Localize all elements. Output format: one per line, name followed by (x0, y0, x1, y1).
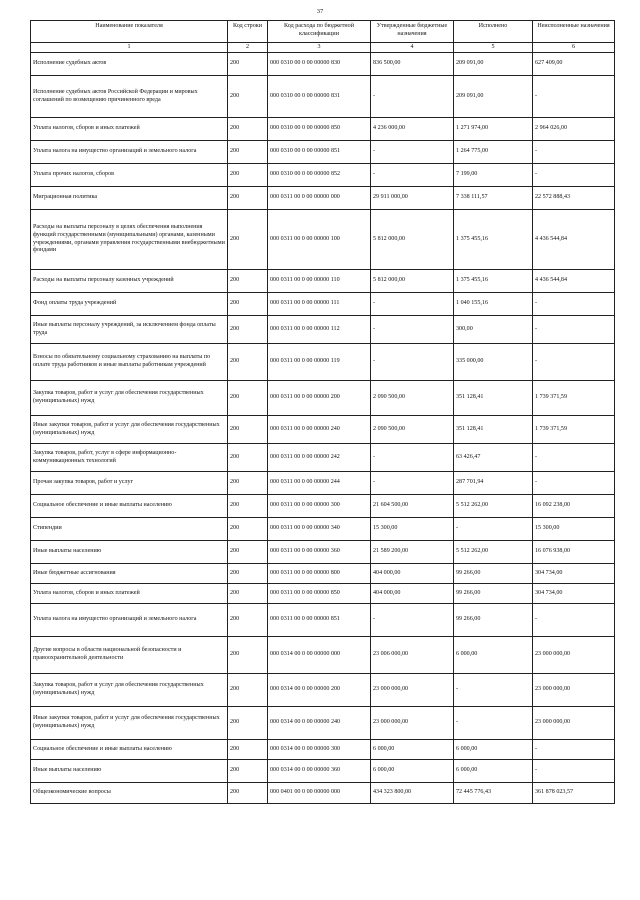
table-row (31, 584, 615, 604)
table-row (31, 293, 615, 316)
row-name: Социальное обеспечение и иные выплаты населению (31, 495, 228, 518)
row-executed: 209 091,00 (454, 53, 533, 76)
row-unexecuted: 22 572 888,43 (533, 187, 615, 210)
column-header-code: Код расхода по бюджетной классификации (268, 21, 371, 43)
row-approved: - (371, 316, 454, 344)
row-name: Иные закупки товаров, работ и услуг для обеспечения государственных (муниципальных) нужд (31, 707, 228, 740)
row-executed: 1 375 455,16 (454, 210, 533, 270)
column-header-unexecuted: Неисполненные назначения (533, 21, 615, 43)
row-name: Прочая закупка товаров, работ и услуг (31, 472, 228, 495)
row-budget-code: 000 0314 00 0 00 00000 300 (268, 740, 371, 760)
row-line-code: 200 (228, 518, 268, 541)
row-line-code: 200 (228, 344, 268, 381)
table-row (31, 344, 615, 381)
table-row (31, 53, 615, 76)
row-executed: 300,00 (454, 316, 533, 344)
table-row (31, 270, 615, 293)
row-name: Уплата налогов, сборов и иных платежей (31, 118, 228, 141)
table-row (31, 164, 615, 187)
row-approved: 23 000 000,00 (371, 674, 454, 707)
row-name: Исполнение судебных актов (31, 53, 228, 76)
row-unexecuted: 23 000 000,00 (533, 637, 615, 674)
table-row (31, 76, 615, 118)
row-unexecuted: - (533, 760, 615, 783)
row-unexecuted: - (533, 740, 615, 760)
row-executed: 99 266,00 (454, 604, 533, 637)
row-budget-code: 000 0401 00 0 00 00000 000 (268, 783, 371, 804)
row-line-code: 200 (228, 53, 268, 76)
table-row (31, 187, 615, 210)
row-approved: - (371, 604, 454, 637)
row-budget-code: 000 0311 00 0 00 00000 300 (268, 495, 371, 518)
row-line-code: 200 (228, 495, 268, 518)
row-executed: 209 091,00 (454, 76, 533, 118)
row-budget-code: 000 0314 00 0 00 00000 000 (268, 637, 371, 674)
table-row (31, 740, 615, 760)
row-line-code: 200 (228, 164, 268, 187)
row-budget-code: 000 0311 00 0 00 00000 200 (268, 381, 371, 416)
row-executed: 1 264 775,00 (454, 141, 533, 164)
column-number: 3 (268, 43, 371, 53)
row-approved: 2 090 500,00 (371, 381, 454, 416)
row-unexecuted: 1 739 371,59 (533, 381, 615, 416)
row-unexecuted: 304 734,00 (533, 564, 615, 584)
column-number: 4 (371, 43, 454, 53)
row-unexecuted: 361 878 023,57 (533, 783, 615, 804)
table-row (31, 707, 615, 740)
row-line-code: 200 (228, 416, 268, 444)
row-line-code: 200 (228, 141, 268, 164)
row-executed: - (454, 674, 533, 707)
row-line-code: 200 (228, 472, 268, 495)
row-approved: 836 500,00 (371, 53, 454, 76)
column-number: 6 (533, 43, 615, 53)
row-unexecuted: 304 734,00 (533, 584, 615, 604)
row-line-code: 200 (228, 604, 268, 637)
row-unexecuted: 4 436 544,84 (533, 270, 615, 293)
row-budget-code: 000 0311 00 0 00 00000 851 (268, 604, 371, 637)
row-unexecuted: - (533, 76, 615, 118)
row-name: Расходы на выплаты персоналу в целях обеспечения выполнения функций государственными (муниципальными) органами, казенными учреждениями, органами управления государственными внебюджетными фондами (31, 210, 228, 270)
row-executed: 6 000,00 (454, 740, 533, 760)
row-approved: 15 300,00 (371, 518, 454, 541)
table-row (31, 495, 615, 518)
row-unexecuted: - (533, 164, 615, 187)
row-name: Уплата налога на имущество организаций и земельного налога (31, 604, 228, 637)
row-executed: 7 338 111,57 (454, 187, 533, 210)
column-header-name: Наименование показателя (31, 21, 228, 43)
row-line-code: 200 (228, 270, 268, 293)
row-executed: 351 128,41 (454, 416, 533, 444)
row-budget-code: 000 0311 00 0 00 00000 112 (268, 316, 371, 344)
table-row (31, 210, 615, 270)
row-budget-code: 000 0310 00 0 00 00000 851 (268, 141, 371, 164)
row-approved: 6 000,00 (371, 760, 454, 783)
row-name: Уплата прочих налогов, сборов (31, 164, 228, 187)
row-executed: 6 000,00 (454, 637, 533, 674)
table-row (31, 118, 615, 141)
row-budget-code: 000 0310 00 0 00 00000 831 (268, 76, 371, 118)
column-number: 2 (228, 43, 268, 53)
row-budget-code: 000 0311 00 0 00 00000 100 (268, 210, 371, 270)
row-line-code: 200 (228, 293, 268, 316)
row-line-code: 200 (228, 316, 268, 344)
row-approved: 23 006 000,00 (371, 637, 454, 674)
table-row (31, 381, 615, 416)
row-unexecuted: 15 300,00 (533, 518, 615, 541)
row-line-code: 200 (228, 187, 268, 210)
row-line-code: 200 (228, 76, 268, 118)
table-row (31, 760, 615, 783)
row-unexecuted: - (533, 293, 615, 316)
row-budget-code: 000 0310 00 0 00 00000 852 (268, 164, 371, 187)
row-executed: 1 375 455,16 (454, 270, 533, 293)
table-row (31, 783, 615, 804)
row-line-code: 200 (228, 118, 268, 141)
row-name: Социальное обеспечение и иные выплаты населению (31, 740, 228, 760)
row-approved: 404 000,00 (371, 584, 454, 604)
table-row (31, 141, 615, 164)
row-unexecuted: 23 000 000,00 (533, 674, 615, 707)
row-line-code: 200 (228, 740, 268, 760)
row-executed: 5 512 262,00 (454, 495, 533, 518)
row-budget-code: 000 0314 00 0 00 00000 200 (268, 674, 371, 707)
row-unexecuted: 16 092 238,00 (533, 495, 615, 518)
row-executed: 99 266,00 (454, 564, 533, 584)
row-line-code: 200 (228, 707, 268, 740)
row-approved: - (371, 76, 454, 118)
row-budget-code: 000 0310 00 0 00 00000 830 (268, 53, 371, 76)
row-line-code: 200 (228, 760, 268, 783)
column-number-row (31, 43, 615, 53)
row-unexecuted: 2 964 026,00 (533, 118, 615, 141)
row-budget-code: 000 0310 00 0 00 00000 850 (268, 118, 371, 141)
table-row (31, 604, 615, 637)
table-header-row (31, 21, 615, 43)
row-executed: 287 701,94 (454, 472, 533, 495)
row-line-code: 200 (228, 637, 268, 674)
row-approved: 404 000,00 (371, 564, 454, 584)
row-approved: - (371, 141, 454, 164)
row-budget-code: 000 0311 00 0 00 00000 240 (268, 416, 371, 444)
table-row (31, 518, 615, 541)
table-row (31, 472, 615, 495)
row-budget-code: 000 0311 00 0 00 00000 340 (268, 518, 371, 541)
row-approved: 6 000,00 (371, 740, 454, 760)
row-budget-code: 000 0311 00 0 00 00000 111 (268, 293, 371, 316)
row-approved: - (371, 444, 454, 472)
row-name: Закупка товаров, работ, услуг в сфере информационно-коммуникационных технологий (31, 444, 228, 472)
row-budget-code: 000 0314 00 0 00 00000 360 (268, 760, 371, 783)
row-approved: - (371, 164, 454, 187)
row-name: Уплата налогов, сборов и иных платежей (31, 584, 228, 604)
row-budget-code: 000 0311 00 0 00 00000 800 (268, 564, 371, 584)
row-budget-code: 000 0311 00 0 00 00000 360 (268, 541, 371, 564)
table-row (31, 674, 615, 707)
row-line-code: 200 (228, 674, 268, 707)
row-approved: - (371, 472, 454, 495)
row-executed: 1 271 974,00 (454, 118, 533, 141)
row-name: Иные выплаты персоналу учреждений, за исключением фонда оплаты труда (31, 316, 228, 344)
table-row (31, 416, 615, 444)
row-line-code: 200 (228, 584, 268, 604)
table-row (31, 637, 615, 674)
column-number: 5 (454, 43, 533, 53)
row-unexecuted: - (533, 344, 615, 381)
row-line-code: 200 (228, 541, 268, 564)
row-unexecuted: 4 436 544,84 (533, 210, 615, 270)
row-approved: 5 812 000,00 (371, 270, 454, 293)
table-row (31, 541, 615, 564)
row-line-code: 200 (228, 381, 268, 416)
row-name: Расходы на выплаты персоналу казенных учреждений (31, 270, 228, 293)
row-unexecuted: 1 739 371,59 (533, 416, 615, 444)
row-approved: 4 236 000,00 (371, 118, 454, 141)
budget-execution-table (30, 20, 615, 804)
row-executed: 7 199,00 (454, 164, 533, 187)
row-executed: - (454, 518, 533, 541)
row-name: Иные выплаты населению (31, 541, 228, 564)
row-approved: 21 589 200,00 (371, 541, 454, 564)
column-header-line: Код строки (228, 21, 268, 43)
row-approved: 29 911 000,00 (371, 187, 454, 210)
row-approved: - (371, 293, 454, 316)
row-approved: 2 090 500,00 (371, 416, 454, 444)
row-unexecuted: - (533, 444, 615, 472)
row-executed: 335 000,00 (454, 344, 533, 381)
row-unexecuted: - (533, 472, 615, 495)
row-name: Иные закупки товаров, работ и услуг для обеспечения государственных (муниципальных) нужд (31, 416, 228, 444)
row-budget-code: 000 0311 00 0 00 00000 244 (268, 472, 371, 495)
row-approved: - (371, 344, 454, 381)
row-executed: 63 426,47 (454, 444, 533, 472)
column-number: 1 (31, 43, 228, 53)
row-unexecuted: 627 409,00 (533, 53, 615, 76)
row-name: Уплата налога на имущество организаций и земельного налога (31, 141, 228, 164)
row-executed: 72 445 776,43 (454, 783, 533, 804)
row-name: Фонд оплаты труда учреждений (31, 293, 228, 316)
row-budget-code: 000 0311 00 0 00 00000 119 (268, 344, 371, 381)
row-unexecuted: - (533, 604, 615, 637)
row-budget-code: 000 0311 00 0 00 00000 000 (268, 187, 371, 210)
row-approved: 23 000 000,00 (371, 707, 454, 740)
row-executed: 99 266,00 (454, 584, 533, 604)
row-unexecuted: 23 000 000,00 (533, 707, 615, 740)
row-executed: 351 128,41 (454, 381, 533, 416)
row-executed: 6 000,00 (454, 760, 533, 783)
table-row (31, 444, 615, 472)
row-budget-code: 000 0311 00 0 00 00000 242 (268, 444, 371, 472)
row-name: Миграционная политика (31, 187, 228, 210)
row-name: Иные бюджетные ассигнования (31, 564, 228, 584)
row-unexecuted: - (533, 141, 615, 164)
row-approved: 21 604 500,00 (371, 495, 454, 518)
row-line-code: 200 (228, 564, 268, 584)
row-name: Иные выплаты населению (31, 760, 228, 783)
row-approved: 5 812 000,00 (371, 210, 454, 270)
row-unexecuted: 16 076 938,00 (533, 541, 615, 564)
row-budget-code: 000 0311 00 0 00 00000 850 (268, 584, 371, 604)
row-name: Взносы по обязательному социальному страхованию на выплаты по оплате труда работников и иные выплаты работникам учреждений (31, 344, 228, 381)
row-line-code: 200 (228, 444, 268, 472)
row-name: Другие вопросы в области национальной безопасности и правоохранительной деятельности (31, 637, 228, 674)
row-executed: 1 040 155,16 (454, 293, 533, 316)
row-executed: 5 512 262,00 (454, 541, 533, 564)
row-name: Закупка товаров, работ и услуг для обеспечения государственных (муниципальных) нужд (31, 674, 228, 707)
row-name: Стипендии (31, 518, 228, 541)
row-executed: - (454, 707, 533, 740)
row-name: Закупка товаров, работ и услуг для обеспечения государственных (муниципальных) нужд (31, 381, 228, 416)
table-body (31, 53, 615, 804)
column-header-approved: Утвержденные бюджетные назначения (371, 21, 454, 43)
row-budget-code: 000 0311 00 0 00 00000 110 (268, 270, 371, 293)
row-unexecuted: - (533, 316, 615, 344)
row-approved: 434 323 800,00 (371, 783, 454, 804)
row-name: Общеэкономические вопросы (31, 783, 228, 804)
row-budget-code: 000 0314 00 0 00 00000 240 (268, 707, 371, 740)
row-name: Исполнение судебных актов Российской Федерации и мировых соглашений по возмещению причиненного вреда (31, 76, 228, 118)
table-row (31, 316, 615, 344)
row-line-code: 200 (228, 783, 268, 804)
column-header-executed: Исполнено (454, 21, 533, 43)
page-number: 37 (316, 8, 324, 15)
table-row (31, 564, 615, 584)
row-line-code: 200 (228, 210, 268, 270)
